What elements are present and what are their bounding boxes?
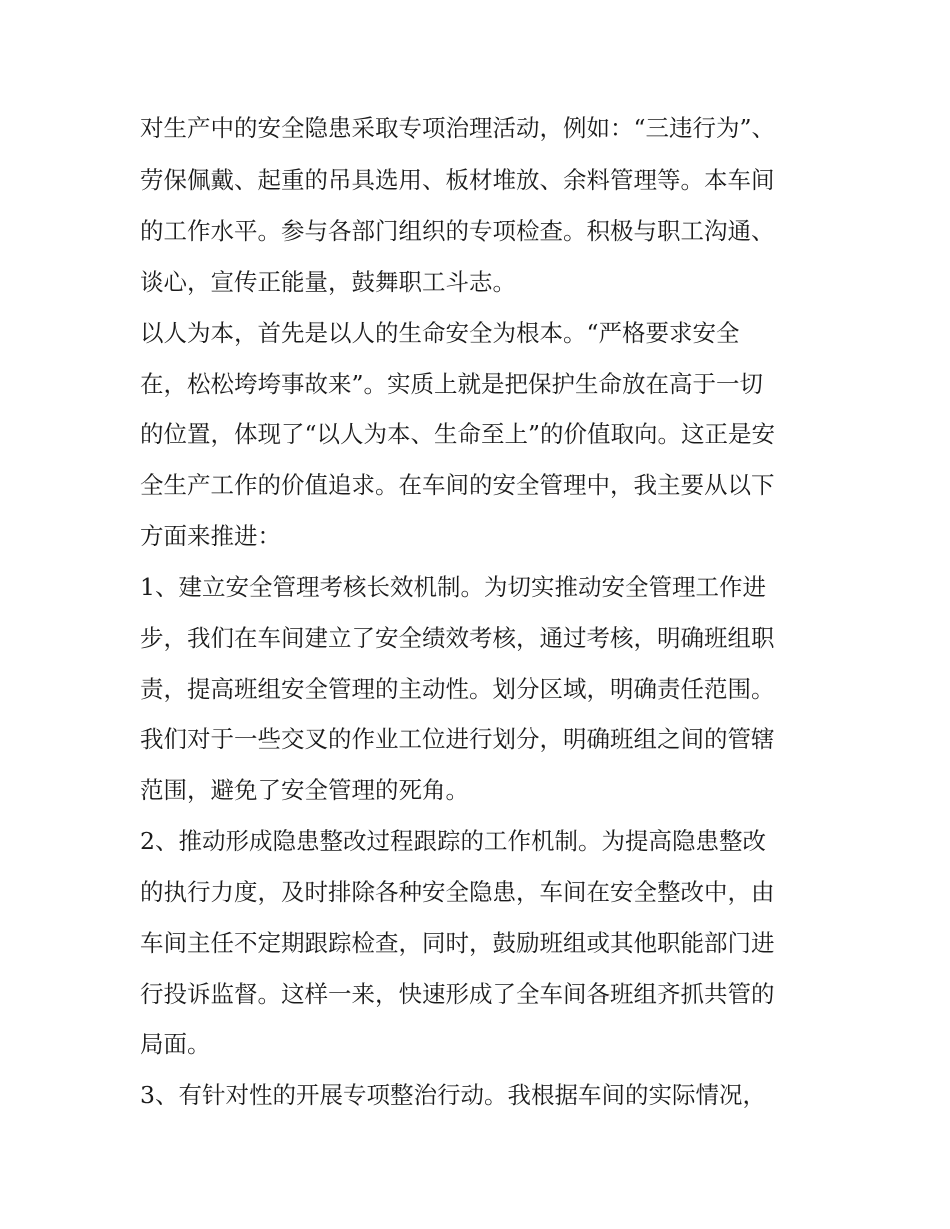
text-line: 方面来推进： [140,522,281,550]
text-line: 范围，避免了安全管理的死角。 [140,776,469,804]
text-line: 的工作水平。参与各部门组织的专项检查。积极与职工沟通、 [140,217,775,245]
text-line: 车间主任不定期跟踪检查，同时，鼓励班组或其他职能部门进 [140,929,775,957]
text-line: 以人为本，首先是以人的生命安全为根本。“严格要求安全 [140,319,740,347]
text-line: 行投诉监督。这样一来，快速形成了全车间各班组齐抓共管的 [140,980,775,1008]
text-line: 3、有针对性的开展专项整治行动。我根据车间的实际情况， [140,1081,766,1109]
text-line: 劳保佩戴、起重的吊具选用、板材堆放、余料管理等。本车间 [140,166,775,194]
text-line: 谈心，宣传正能量，鼓舞职工斗志。 [140,268,516,296]
text-line: 全生产工作的价值追求。在车间的安全管理中，我主要从以下 [140,471,775,499]
text-line: 责，提高班组安全管理的主动性。划分区域，明确责任范围。 [140,675,775,703]
text-line: 步，我们在车间建立了安全绩效考核，通过考核，明确班组职 [140,624,775,652]
text-line: 2、推动形成隐患整改过程跟踪的工作机制。为提高隐患整改 [140,827,766,855]
text-line: 我们对于一些交叉的作业工位进行划分，明确班组之间的管辖 [140,725,775,753]
text-line: 1、建立安全管理考核长效机制。为切实推动安全管理工作进 [140,573,766,601]
text-line: 的执行力度，及时排除各种安全隐患，车间在安全整改中，由 [140,878,775,906]
text-line: 对生产中的安全隐患采取专项治理活动，例如：“三违行为”、 [140,114,776,142]
text-line: 的位置，体现了“以人为本、生命至上”的价值取向。这正是安 [140,420,776,448]
text-line: 局面。 [140,1030,211,1058]
text-line: 在，松松垮垮事故来”。实质上就是把保护生命放在高于一切 [140,370,764,398]
